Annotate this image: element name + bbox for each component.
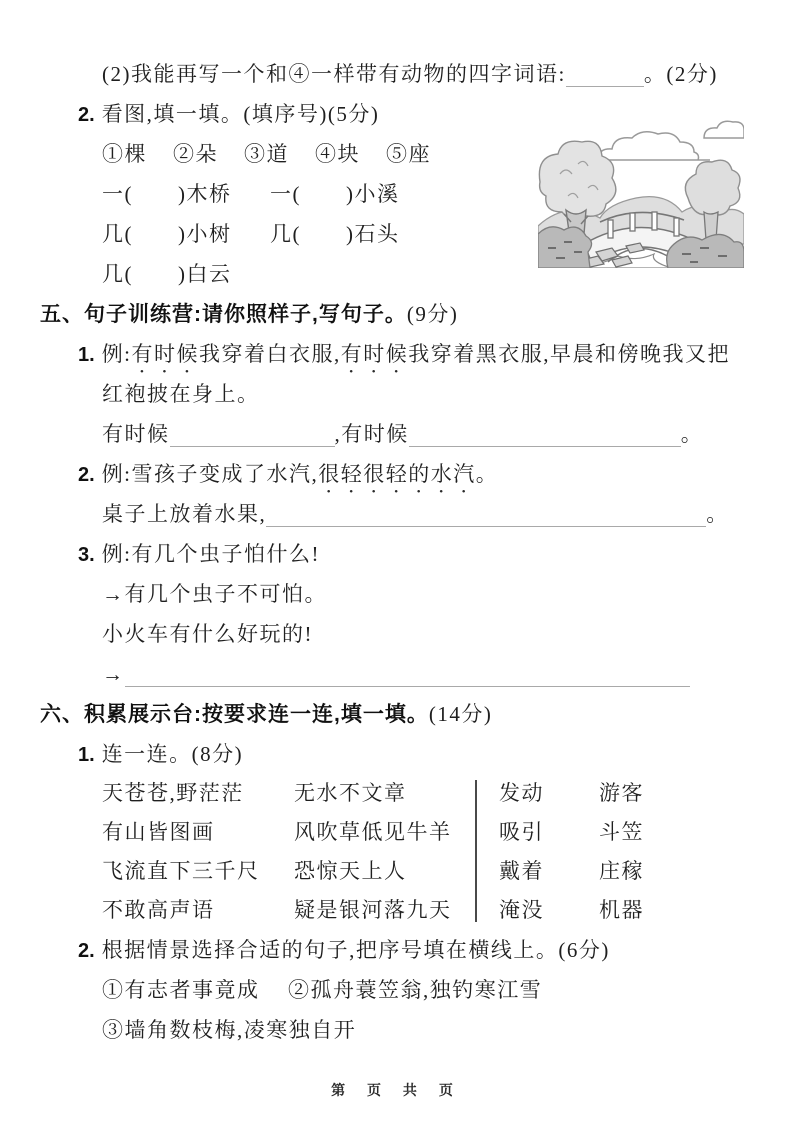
s5-q3-prompt-line xyxy=(0,614,793,654)
match-item[interactable]: 恐惊天上人 xyxy=(294,859,407,883)
measure-word-option: ④块 xyxy=(315,142,360,166)
question-2-sub2-score: 。(2分) xyxy=(643,62,718,86)
s6-q2-title: 根据情景选择合适的句子,把序号填在横线上。(6分) xyxy=(101,938,610,962)
s5-q3-example-line xyxy=(0,534,793,574)
match-item[interactable]: 风吹草低见牛羊 xyxy=(294,820,452,844)
page-footer: 第 页 共 页 xyxy=(331,1082,462,1098)
item-number: 1. xyxy=(78,344,95,366)
match-item[interactable]: 淹没 xyxy=(499,898,544,922)
s6-q2-options-line1 xyxy=(0,970,793,1010)
question-look-picture-title-line xyxy=(0,94,793,134)
measure-word-option: ①棵 xyxy=(102,142,147,166)
emphasized-text: 有时候 xyxy=(340,342,409,366)
word-right-column xyxy=(577,774,644,930)
s5-q1-answer-line xyxy=(0,414,793,454)
item-number: 2. xyxy=(78,104,95,126)
section-5-title: 五、句子训练营:请你照样子,写句子。 xyxy=(40,303,407,326)
choice-option: ③墙角数枝梅,凌寒独自开 xyxy=(102,1018,357,1042)
fill-lead-text: 桌子上放着水果, xyxy=(102,502,267,526)
emphasized-text: 有时候 xyxy=(131,342,200,366)
s6-q2-options-line2 xyxy=(0,1010,793,1050)
measure-fill-row xyxy=(0,254,793,294)
section-6-score: (14分) xyxy=(428,702,493,726)
match-item[interactable]: 天苍苍,野茫茫 xyxy=(102,781,244,805)
measure-fill-item[interactable]: 一( )木桥 xyxy=(102,182,232,206)
example-label: 例: xyxy=(101,342,132,366)
match-item[interactable]: 飞流直下三千尺 xyxy=(102,859,260,883)
measure-fill-row xyxy=(0,174,793,214)
measure-word-option: ②朵 xyxy=(173,142,218,166)
fill-end-text: 。 xyxy=(680,422,704,446)
match-item[interactable]: 疑是银河落九天 xyxy=(294,898,452,922)
match-item[interactable]: 吸引 xyxy=(499,820,544,844)
section-5-header-line xyxy=(0,294,793,334)
s5-q1-example-line1 xyxy=(0,334,793,374)
answer-blank[interactable] xyxy=(266,505,706,527)
question-look-picture-title: 看图,填一填。(填序号)(5分) xyxy=(101,102,380,126)
matching-table xyxy=(0,774,793,930)
answer-blank[interactable] xyxy=(125,665,690,687)
choice-option: ①有志者事竟成 xyxy=(102,978,260,1002)
example-text: 雪孩子变成了水汽, xyxy=(131,462,319,486)
s6-q1-title: 连一连。(8分) xyxy=(101,742,244,766)
match-item[interactable]: 斗笠 xyxy=(599,820,644,844)
section-6-header-line xyxy=(0,694,793,734)
match-item[interactable]: 游客 xyxy=(599,781,644,805)
example-label: 例: xyxy=(101,462,132,486)
match-item[interactable]: 不敢高声语 xyxy=(102,898,215,922)
fill-end-text: 。 xyxy=(706,502,729,526)
item-number: 2. xyxy=(78,940,95,962)
example-label: 例: xyxy=(101,542,132,566)
measure-word-option: ⑤座 xyxy=(386,142,431,166)
match-item[interactable]: 机器 xyxy=(599,898,644,922)
example-text: →有几个虫子不可怕。 xyxy=(102,582,327,606)
match-item[interactable]: 庄稼 xyxy=(599,859,644,883)
item-number: 1. xyxy=(78,744,95,766)
measure-fill-row xyxy=(0,214,793,254)
choice-option: ②孤舟蓑笠翁,独钓寒江雪 xyxy=(288,978,543,1002)
measure-word-option: ③道 xyxy=(244,142,289,166)
example-text: 红袍披在身上。 xyxy=(102,382,260,406)
item-number: 3. xyxy=(78,544,95,566)
question-2-sub2-text: (2)我能再写一个和④一样带有动物的四字词语: xyxy=(102,62,566,86)
arrow-icon: → xyxy=(102,662,125,686)
s5-q1-example-line2 xyxy=(0,374,793,414)
example-text: 我穿着黑衣服,早晨和傍晚我又把 xyxy=(408,342,731,366)
answer-blank[interactable] xyxy=(170,425,335,447)
match-item[interactable]: 发动 xyxy=(499,781,544,805)
section-6-title: 六、积累展示台:按要求连一连,填一填。 xyxy=(40,703,429,726)
measure-fill-item[interactable]: 一( )小溪 xyxy=(270,182,400,206)
fill-mid-text: ,有时候 xyxy=(334,422,409,446)
poem-left-column xyxy=(102,774,294,930)
word-left-column xyxy=(477,774,577,930)
example-text: 。 xyxy=(475,462,499,486)
match-item[interactable]: 戴着 xyxy=(499,859,544,883)
measure-fill-item[interactable]: 几( )白云 xyxy=(102,262,232,286)
measure-fill-item[interactable]: 几( )石头 xyxy=(270,222,400,246)
item-number: 2. xyxy=(78,464,95,486)
example-text: 我穿着白衣服, xyxy=(199,342,341,366)
match-item[interactable]: 有山皆图画 xyxy=(102,820,215,844)
s6-q2-title-line xyxy=(0,930,793,970)
example-text: 有几个虫子怕什么! xyxy=(131,542,321,566)
answer-blank[interactable] xyxy=(409,425,681,447)
answer-blank[interactable] xyxy=(566,65,644,87)
prompt-text: 小火车有什么好玩的! xyxy=(102,622,313,646)
measure-word-options-line xyxy=(0,134,793,174)
s6-q1-title-line xyxy=(0,734,793,774)
question-2-sub2-line xyxy=(0,54,793,94)
poem-right-column xyxy=(294,774,475,930)
s5-q2-answer-line xyxy=(0,494,793,534)
fill-lead-text: 有时候 xyxy=(102,422,170,446)
s5-q3-answer-line xyxy=(0,654,793,694)
match-item[interactable]: 无水不文章 xyxy=(294,781,407,805)
emphasized-text: 很轻很轻的水汽 xyxy=(318,462,476,486)
section-5-score: (9分) xyxy=(406,302,459,326)
s5-q3-rewritten-line xyxy=(0,574,793,614)
measure-fill-item[interactable]: 几( )小树 xyxy=(102,222,232,246)
s5-q2-example-line xyxy=(0,454,793,494)
